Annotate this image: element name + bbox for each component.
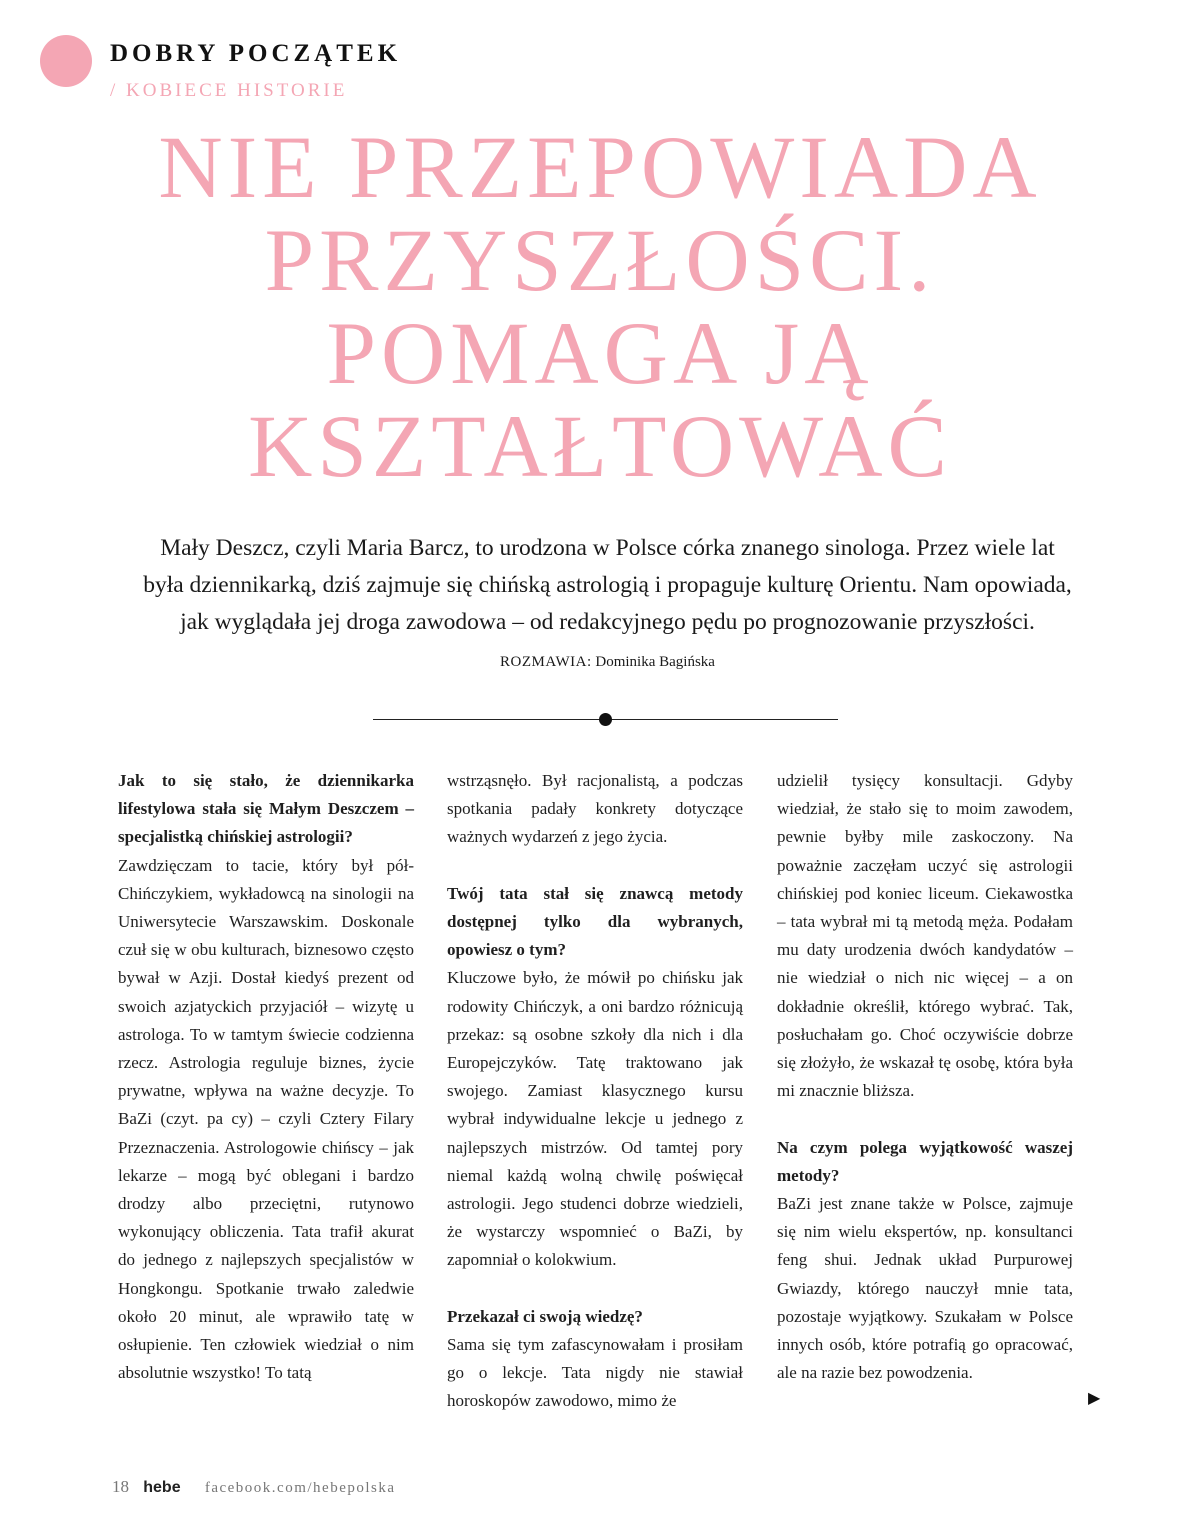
headline: [0, 119, 1200, 496]
article-column-3: [777, 767, 1073, 1387]
section-dot-icon: [40, 35, 92, 87]
headline-line-3: POMAGA JĄ: [326, 305, 874, 403]
page-footer: [112, 1477, 396, 1497]
section-title: DOBRY POCZĄTEK: [110, 40, 402, 67]
article-column-2: [447, 767, 743, 1416]
headline-line-1: NIE PRZEPOWIADA: [158, 119, 1042, 217]
brand-logo: hebe: [143, 1479, 181, 1496]
byline-name: Dominika Bagińska: [595, 654, 715, 670]
headline-line-4: KSZTAŁTOWAĆ: [248, 398, 952, 496]
question-3: Przekazał ci swoją wiedzę?: [447, 1306, 643, 1326]
continue-arrow-icon: ▶: [1088, 1390, 1101, 1407]
byline: [500, 654, 715, 670]
lead-text: Mały Deszcz, czyli Maria Barcz, to urodzona w Polsce córka znanego sinologa. Przez wiele lat była dziennikarką, dziś zajmuje się chińską astrologią i propaguje kulturę Orientu. Nam opowiada, jak wyglądała jej droga zawodowa – od redakcyjnego pędu po prognozowanie przyszłości.: [143, 535, 1072, 635]
question-2: Twój tata stał się znawcą metody dostępnej tylko dla wybranych, opowiesz o tym?: [447, 883, 743, 960]
section-subtitle: / KOBIECE HISTORIE: [110, 80, 348, 101]
byline-label: ROZMAWIA:: [500, 654, 592, 670]
answer-3: Sama się tym zafascynowałam i prosiłam go o lekcje. Tata nigdy nie stawiał horoskopów zawodowo, mimo że: [447, 1335, 743, 1411]
lead-paragraph: [140, 530, 1075, 681]
divider-dot-icon: [599, 713, 612, 726]
headline-line-2: PRZYSZŁOŚCI.: [264, 212, 936, 310]
answer-3-continued: udzielił tysięcy konsultacji. Gdyby wiedział, że stało się to moim zawodem, pewnie byłby mile zaskoczony. Na poważnie zaczęłam uczyć się astrologii chińskiej pod koniec liceum. Ciekawostka – tata wybrał mi tą metodą męża. Podałam mu daty urodzenia dwóch kandydatów – nie wiedział o nich nic więcej – a on dokładnie określił, którego wybrać. Tak, posłuchałam go. Choć oczywiście dobrze się złożyło, że wskazał tę osobę, która była mi znacznie bliższa.: [777, 771, 1073, 1101]
answer-2: Kluczowe było, że mówił po chińsku jak rodowity Chińczyk, a oni bardzo różnicują przekaz: są osobne szkoły dla nich i dla Europejczyków. Tatę traktowano jak swojego. Zamiast klasycznego kursu wybrał indywidualne lekcje u jednego z najlepszych mistrzów. Od tamtej pory niemal każdą wolną chwilę poświęcał astrologii. Jego studenci dobrze wiedzieli, że wystarczy wspomnieć o BaZi, by zapomniał o kolokwium.: [447, 968, 743, 1270]
page-number: 18: [112, 1477, 129, 1496]
article-column-1: [118, 767, 414, 1387]
footer-url: facebook.com/hebepolska: [204, 1480, 396, 1496]
question-4: Na czym polega wyjątkowość waszej metody?: [777, 1137, 1073, 1185]
answer-1: Zawdzięczam to tacie, który był pół-Chińczykiem, wykładowcą na sinologii na Uniwersytecie Warszawskim. Doskonale czuł się w obu kulturach, biznesowo często bywał w Azji. Dostał kiedyś prezent od swoich azjatyckich przyjaciół – wizytę u astrologa. To w tamtym świecie codzienna rzecz. Astrologia reguluje biznes, życie prywatne, wpływa na ważne decyzje. To BaZi (czyt. pa cy) – czyli Cztery Filary Przeznaczenia. Astrologowie chińscy – jak lekarze – mogą być oblegani i bardzo drodzy albo przeciętni, rutynowo wykonujący obliczenia. Tata trafił akurat do jednego z najlepszych specjalistów w Hongkongu. Spotkanie trwało zaledwie około 20 minut, ale wprawiło tatę w osłupienie. Ten człowiek wiedział o nim absolutnie wszystko! To tatą: [118, 855, 414, 1383]
answer-4: BaZi jest znane także w Polsce, zajmuje się nim wielu ekspertów, np. konsultanci feng shui. Jednak układ Purpurowej Gwiazdy, którego nauczył mnie tata, pozostaje wyjątkowy. Szukałam w Polsce innych osób, które potrafią go opracować, ale na razie bez powodzenia.: [777, 1194, 1073, 1383]
answer-1-continued: wstrząsnęło. Był racjonalistą, a podczas spotkania padały konkrety dotyczące ważnych wydarzeń z jego życia.: [447, 771, 743, 847]
question-1: Jak to się stało, że dziennikarka lifestylowa stała się Małym Deszczem – specjalistką chińskiej astrologii?: [118, 771, 414, 847]
